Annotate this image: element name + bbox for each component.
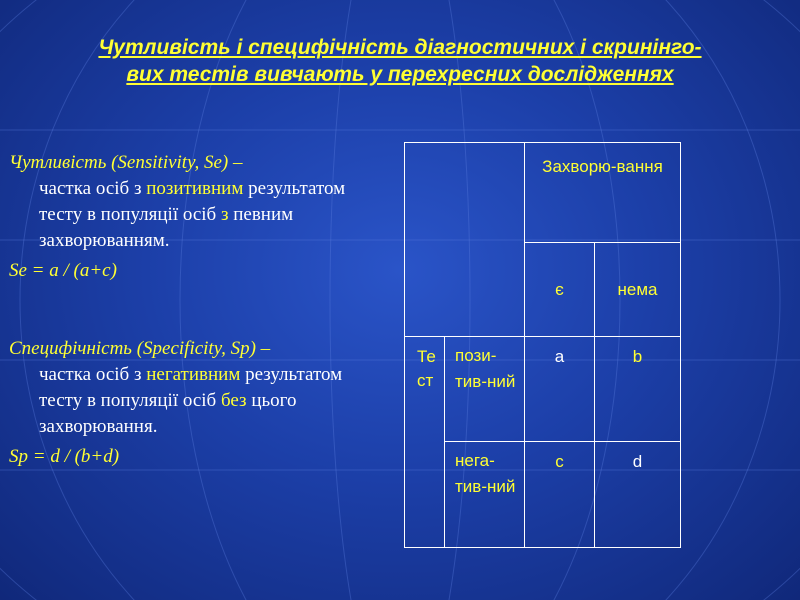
specificity-text-part: цього захворювання. [39,390,297,437]
specificity-heading: Специфічність (Specificity, Sp) – [9,338,271,359]
slide-title-line-2: вих тестів вивчають у перехресних дослідженнях [126,63,674,86]
sensitivity-text-part: певним захворюванням. [39,204,294,251]
specificity-highlight: без [220,390,247,411]
cell-d: d [595,442,681,548]
sensitivity-highlight: позитивним [146,178,244,199]
cell-b: b [595,337,681,442]
specificity-definition [9,336,389,470]
cell-c: c [525,442,595,548]
sensitivity-heading: Чутливість (Sensitivity, Se) – [9,152,243,173]
specificity-formula: Sp = d / (b+d) [9,446,120,467]
table-corner-cell [405,143,525,337]
test-row-header: Тест [405,337,445,548]
sensitivity-text-part: результатом тесту в популяції осіб [39,178,346,225]
sensitivity-definition [9,150,389,284]
slide-title-line-1: Чутливість і специфічність діагностичних і скринінго- [98,36,702,59]
specificity-text-part: частка осіб з [39,364,147,385]
sensitivity-text-part: частка осіб з [39,178,147,199]
column-header-present: є [525,243,595,337]
row-label-negative: нега-тив-ний [445,442,525,548]
row-label-positive: пози-тив-ний [445,337,525,442]
sensitivity-formula: Se = a / (a+c) [9,260,117,281]
sensitivity-highlight: з [220,204,229,225]
column-header-absent: нема [595,243,681,337]
contingency-table [404,142,681,548]
sensitivity-text [9,176,389,254]
specificity-highlight: негативним [146,364,241,385]
specificity-text [9,362,389,440]
specificity-text-part: результатом тесту в популяції осіб [39,364,343,411]
slide-title [0,34,800,88]
disease-header: Захворю-вання [525,143,681,243]
cell-a: a [525,337,595,442]
